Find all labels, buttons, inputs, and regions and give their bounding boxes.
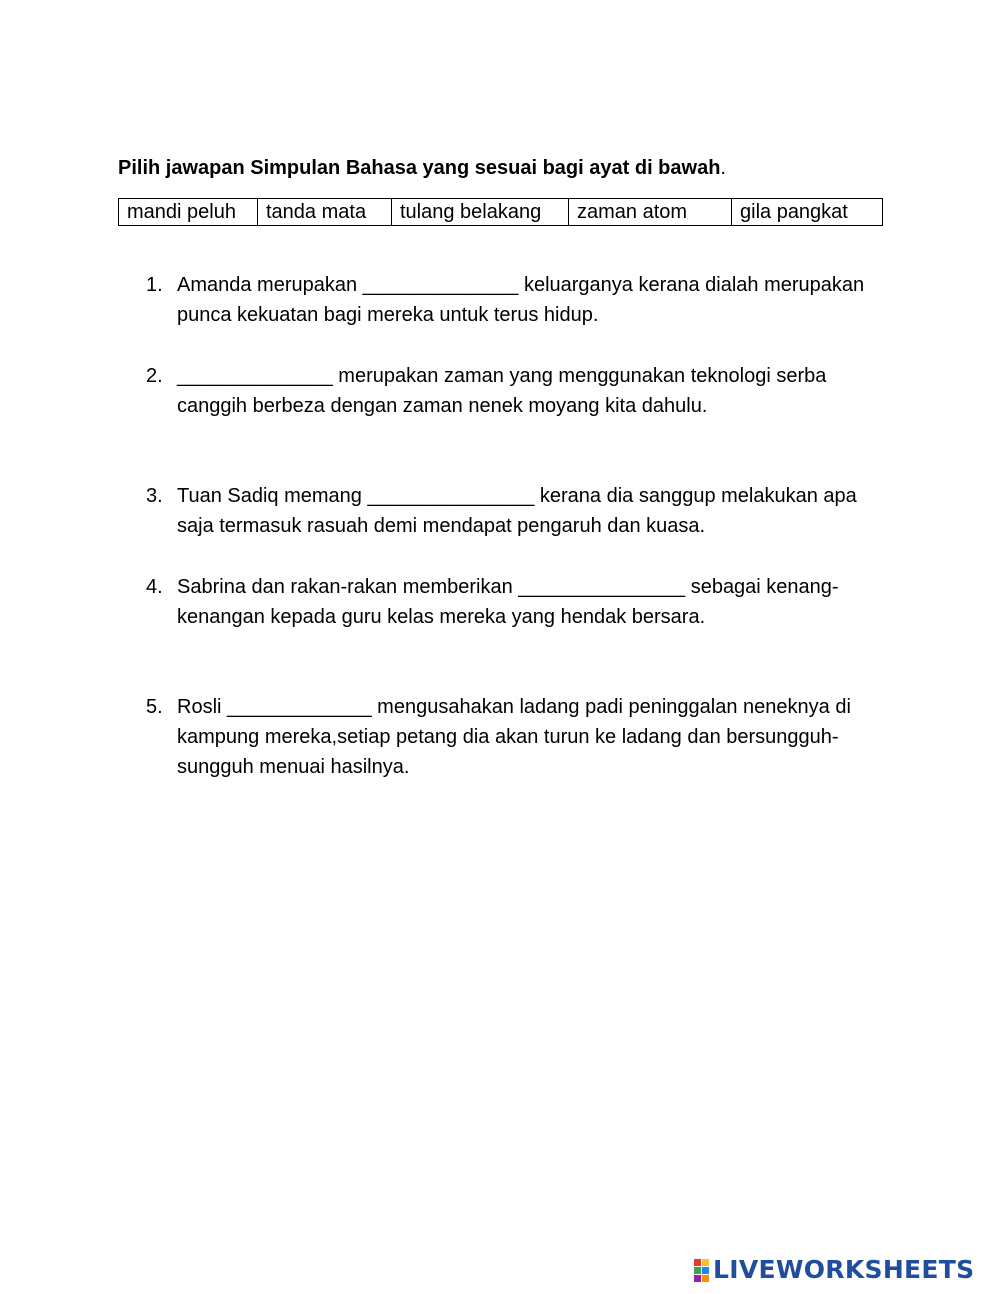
question-number: 1. — [146, 274, 163, 296]
question-text[interactable]: Tuan Sadiq memang _______________ kerana dia sanggup melakukan apa saja termasuk rasuah demi mendapat pengaruh dan kuasa. — [177, 485, 857, 537]
logo-mark-block — [702, 1259, 709, 1266]
question-number: 3. — [146, 485, 163, 507]
question-text[interactable]: Amanda merupakan ______________ keluarganya kerana dialah merupakan punca kekuatan bagi mereka untuk terus hidup. — [177, 274, 865, 326]
instruction-text: Pilih jawapan Simpulan Bahasa yang sesuai bagi ayat di bawah — [118, 157, 721, 179]
word-bank-table — [118, 198, 883, 226]
instruction — [118, 157, 726, 180]
question-text[interactable]: Rosli _____________ mengusahakan ladang padi peninggalan neneknya di kampung mereka,setiap petang dia akan turun ke ladang dan bersungguh-sungguh menuai hasilnya. — [177, 696, 851, 778]
question-text[interactable]: ______________ merupakan zaman yang menggunakan teknologi serba canggih berbeza dengan zaman nenek moyang kita dahulu. — [177, 365, 827, 417]
word-bank-cell: tulang belakang — [392, 199, 569, 226]
question-1 — [146, 270, 881, 330]
question-number: 4. — [146, 576, 163, 598]
question-5 — [146, 692, 881, 782]
question-4 — [146, 572, 881, 632]
word-bank-cell: tanda mata — [258, 199, 392, 226]
instruction-period: . — [720, 157, 726, 179]
logo-mark-block — [694, 1267, 701, 1274]
word-bank-cell: mandi peluh — [119, 199, 258, 226]
word-bank-cell: zaman atom — [569, 199, 732, 226]
logo-mark-block — [702, 1267, 709, 1274]
logo-mark-block — [702, 1275, 709, 1282]
question-number: 2. — [146, 365, 163, 387]
question-number: 5. — [146, 696, 163, 718]
logo-icon — [694, 1259, 709, 1282]
question-2 — [146, 361, 881, 421]
word-bank-cell: gila pangkat — [732, 199, 883, 226]
word-bank-row — [119, 199, 883, 226]
logo-text: LIVEWORKSHEETS — [713, 1255, 975, 1284]
logo-mark-block — [694, 1275, 701, 1282]
logo-mark-block — [694, 1259, 701, 1266]
liveworksheets-logo — [694, 1255, 974, 1285]
question-3 — [146, 481, 881, 541]
question-text[interactable]: Sabrina dan rakan-rakan memberikan _______________ sebagai kenang-kenangan kepada guru kelas mereka yang hendak bersara. — [177, 576, 839, 628]
